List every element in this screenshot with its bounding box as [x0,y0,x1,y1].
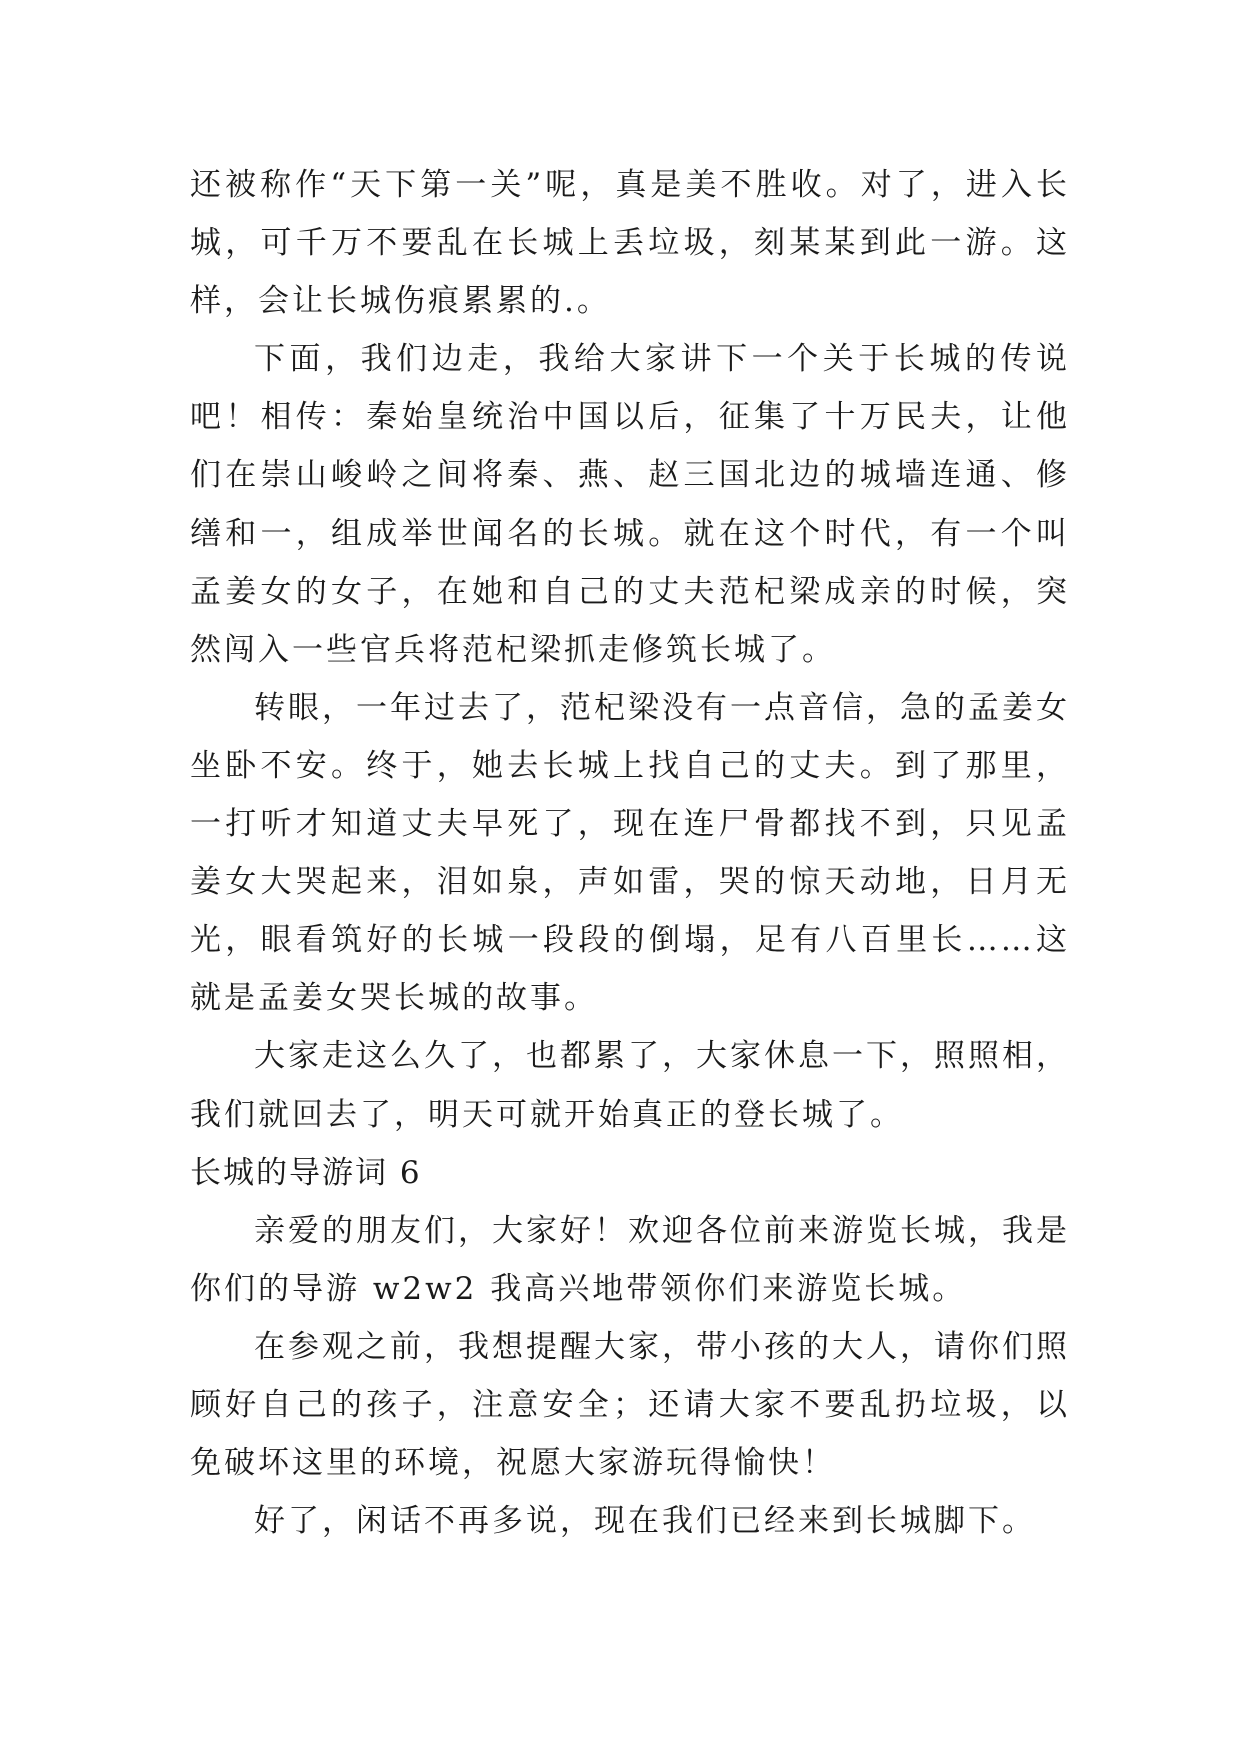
section-heading: 长城的导游词 6 [190,1154,422,1191]
paragraph-rest: 大家走这么久了，也都累了，大家休息一下，照照相，我们就回去了，明天可就开始真正的登长城了。 [190,1038,1070,1133]
paragraph-legend-story: 转眼，一年过去了，范杞梁没有一点音信，急的孟姜女坐卧不安。终于，她去长城上找自己的丈夫。到了那里，一打听才知道丈夫早死了，现在连尸骨都找不到，只见孟姜女大哭起来，泪如泉，声如雷，哭的惊天动地，日月无光，眼看筑好的长城一段段的倒塌，足有八百里长……这就是孟姜女哭长城的故事。 [190,689,1070,1017]
paragraph-legend-intro: 下面，我们边走，我给大家讲下一个关于长城的传说吧！相传：秦始皇统治中国以后，征集了十万民夫，让他们在崇山峻岭之间将秦、燕、赵三国北边的城墙连通、修缮和一，组成举世闻名的长城。就在这个时代，有一个叫孟姜女的女子，在她和自己的丈夫范杞梁成亲的时候，突然闯入一些官兵将范杞梁抓走修筑长城了。 [190,341,1070,668]
document-body [190,156,1070,1550]
paragraph-safety-reminder: 在参观之前，我想提醒大家，带小孩的大人，请你们照顾好自己的孩子，注意安全；还请大家不要乱扔垃圾，以免破坏这里的环境，祝愿大家游玩得愉快！ [190,1328,1070,1482]
paragraph-arrival: 好了，闲话不再多说，现在我们已经来到长城脚下。 [254,1503,1036,1540]
paragraph-continuation: 还被称作“天下第一关”呢，真是美不胜收。对了，进入长城，可千万不要乱在长城上丢垃圾，刻某某到此一游。这样，会让长城伤痕累累的.。 [190,167,1070,320]
paragraph-welcome: 亲爱的朋友们，大家好！欢迎各位前来游览长城，我是你们的导游 w2w2 我高兴地带领你们来游览长城。 [190,1212,1070,1307]
